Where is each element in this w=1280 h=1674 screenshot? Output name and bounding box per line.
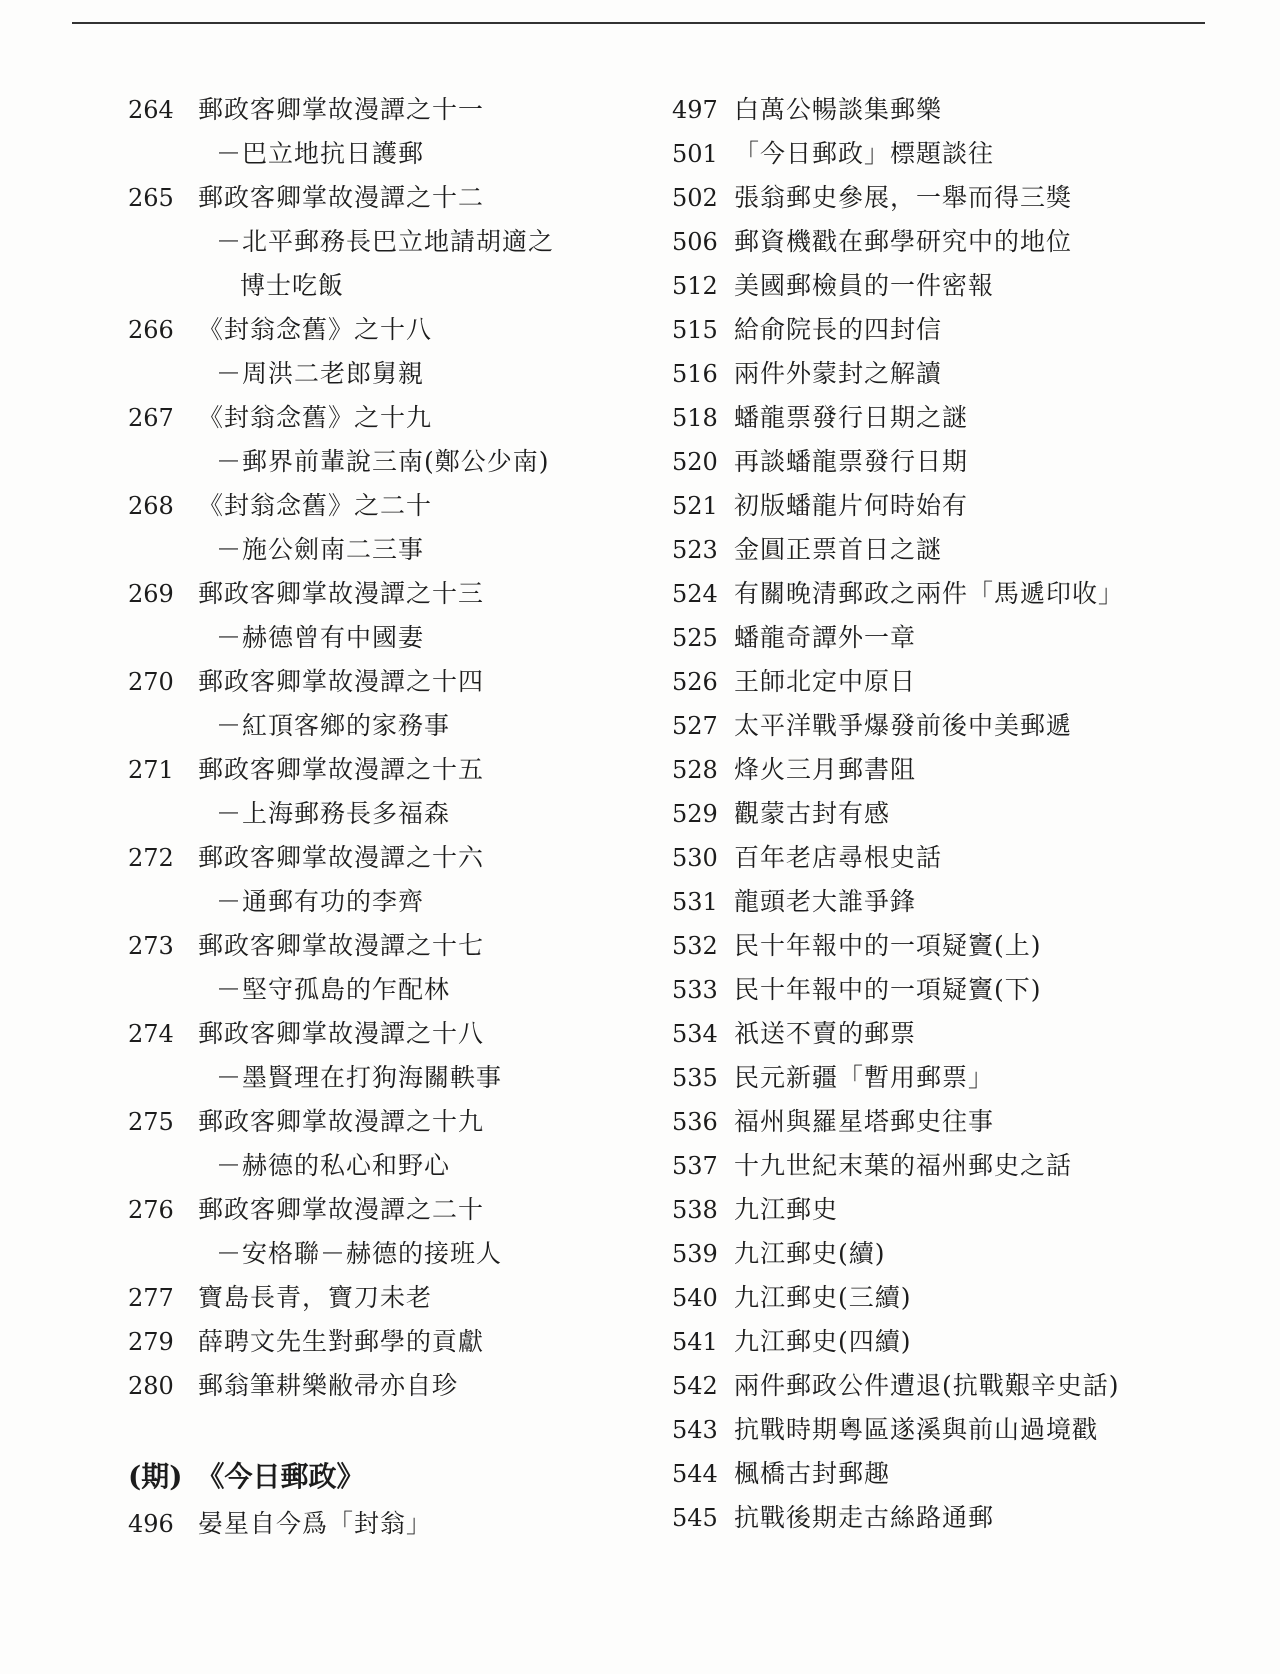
top-rule xyxy=(72,22,1205,24)
toc-entry xyxy=(672,308,1232,352)
entry-title: 寶島長青，寶刀未老 xyxy=(198,1283,433,1312)
issue-number: 536 xyxy=(672,1108,718,1136)
toc-entry xyxy=(672,484,1232,528)
page-number: 274 xyxy=(128,1020,174,1048)
section-title: 《今日郵政》 xyxy=(196,1460,365,1493)
toc-entry xyxy=(672,440,1232,484)
entry-title: 十九世紀末葉的福州郵史之話 xyxy=(734,1151,1073,1180)
toc-entry xyxy=(672,880,1232,924)
entry-title: 百年老店尋根史話 xyxy=(734,843,943,872)
entry-title: 郵政客卿掌故漫譚之十四 xyxy=(198,667,485,696)
toc-entry xyxy=(672,968,1232,1012)
entry-title: 郵政客卿掌故漫譚之十六 xyxy=(198,843,485,872)
toc-entry xyxy=(672,1012,1232,1056)
entry-title: 王師北定中原日 xyxy=(734,667,917,696)
entry-title: 烽火三月郵書阻 xyxy=(734,755,917,784)
entry-title: 九江郵史 xyxy=(734,1195,839,1224)
toc-entry xyxy=(128,1188,628,1232)
issue-number: 518 xyxy=(672,404,718,432)
entry-title: 觀蒙古封有感 xyxy=(734,799,891,828)
toc-entry xyxy=(672,924,1232,968)
toc-entry xyxy=(672,220,1232,264)
entry-title: 張翁郵史參展，一舉而得三獎 xyxy=(734,183,1073,212)
entry-title: 九江郵史(續) xyxy=(734,1239,886,1268)
entry-subtitle: －安格聯－赫德的接班人 xyxy=(216,1239,503,1268)
entry-title: 兩件外蒙封之解讀 xyxy=(734,359,943,388)
issue-number: 515 xyxy=(672,316,718,344)
entry-title: 《封翁念舊》之二十 xyxy=(198,491,433,520)
left-column xyxy=(128,88,628,1546)
entry-title: 郵政客卿掌故漫譚之二十 xyxy=(198,1195,485,1224)
toc-entry xyxy=(128,1320,628,1364)
page-number: 273 xyxy=(128,932,174,960)
issue-number: 529 xyxy=(672,800,718,828)
section-heading xyxy=(128,1452,628,1502)
entry-title: 郵政客卿掌故漫譚之十二 xyxy=(198,183,485,212)
toc-entry xyxy=(128,836,628,880)
entry-subtitle: －上海郵務長多福森 xyxy=(216,799,451,828)
entry-title: 福州與羅星塔郵史往事 xyxy=(734,1107,995,1136)
toc-entry xyxy=(672,1100,1232,1144)
entry-title: 再談蟠龍票發行日期 xyxy=(734,447,969,476)
page-number: 276 xyxy=(128,1196,174,1224)
issue-number: 537 xyxy=(672,1152,718,1180)
toc-entry xyxy=(128,1502,628,1546)
entry-subtitle: －郵界前輩說三南(鄭公少南) xyxy=(216,447,550,476)
issue-number: 540 xyxy=(672,1284,718,1312)
entry-title: 郵翁筆耕樂敝帚亦自珍 xyxy=(198,1371,459,1400)
entry-subtitle: －紅頂客鄉的家務事 xyxy=(216,711,451,740)
toc-entry xyxy=(672,1364,1232,1408)
entry-title: 郵資機戳在郵學研究中的地位 xyxy=(734,227,1073,256)
entry-subtitle: －周洪二老郎舅親 xyxy=(216,359,425,388)
issue-number: 533 xyxy=(672,976,718,1004)
entry-title: 郵政客卿掌故漫譚之十九 xyxy=(198,1107,485,1136)
page-number: 496 xyxy=(128,1510,174,1538)
page-number: 267 xyxy=(128,404,174,432)
toc-entry xyxy=(672,264,1232,308)
entry-subtitle: 博士吃飯 xyxy=(240,271,345,300)
entry-subtitle: －赫德的私心和野心 xyxy=(216,1151,451,1180)
toc-entry xyxy=(128,660,628,704)
toc-entry xyxy=(128,1012,628,1056)
issue-number: 539 xyxy=(672,1240,718,1268)
toc-entry xyxy=(128,88,628,132)
entry-title: 郵政客卿掌故漫譚之十一 xyxy=(198,95,485,124)
toc-entry xyxy=(672,704,1232,748)
issue-number: 524 xyxy=(672,580,718,608)
entry-title: 祇送不賣的郵票 xyxy=(734,1019,917,1048)
page-number: 268 xyxy=(128,492,174,520)
entry-title: 蟠龍奇譚外一章 xyxy=(734,623,917,652)
entry-title: 「今日郵政」標題談往 xyxy=(734,139,995,168)
toc-entry xyxy=(128,748,628,792)
toc-entry xyxy=(672,616,1232,660)
entry-title: 郵政客卿掌故漫譚之十三 xyxy=(198,579,485,608)
issue-number: 521 xyxy=(672,492,718,520)
toc-entry xyxy=(672,1188,1232,1232)
issue-number: 542 xyxy=(672,1372,718,1400)
toc-entry xyxy=(672,1056,1232,1100)
issue-number: 501 xyxy=(672,140,718,168)
issue-number: 534 xyxy=(672,1020,718,1048)
entry-title: 九江郵史(三續) xyxy=(734,1283,912,1312)
issue-number: 528 xyxy=(672,756,718,784)
entry-subtitle: －施公劍南二三事 xyxy=(216,535,425,564)
toc-entry xyxy=(128,484,628,528)
issue-number: 506 xyxy=(672,228,718,256)
toc-entry xyxy=(672,396,1232,440)
issue-number: 531 xyxy=(672,888,718,916)
issue-number: 532 xyxy=(672,932,718,960)
issue-number: 538 xyxy=(672,1196,718,1224)
toc-entry xyxy=(672,528,1232,572)
page-number: 280 xyxy=(128,1372,174,1400)
page-number: 265 xyxy=(128,184,174,212)
issue-number: 544 xyxy=(672,1460,718,1488)
toc-entry xyxy=(128,1364,628,1408)
entry-title: 楓橋古封郵趣 xyxy=(734,1459,891,1488)
section-gap xyxy=(128,1408,628,1452)
entry-title: 民十年報中的一項疑竇(上) xyxy=(734,931,1042,960)
toc-entry xyxy=(128,176,628,220)
entry-title: 龍頭老大誰爭鋒 xyxy=(734,887,917,916)
issue-number: 523 xyxy=(672,536,718,564)
entry-title: 民十年報中的一項疑竇(下) xyxy=(734,975,1042,1004)
entry-title: 薛聘文先生對郵學的貢獻 xyxy=(198,1327,485,1356)
toc-entry xyxy=(672,792,1232,836)
section-label: (期) xyxy=(128,1460,183,1493)
entry-title: 金圓正票首日之謎 xyxy=(734,535,943,564)
toc-entry xyxy=(672,1232,1232,1276)
page-number: 271 xyxy=(128,756,174,784)
entry-subtitle: －通郵有功的李齊 xyxy=(216,887,425,916)
issue-number: 516 xyxy=(672,360,718,388)
toc-entry xyxy=(672,1144,1232,1188)
entry-title: 《封翁念舊》之十八 xyxy=(198,315,433,344)
page-number: 269 xyxy=(128,580,174,608)
page-number: 264 xyxy=(128,96,174,124)
toc-entry xyxy=(128,1100,628,1144)
entry-title: 初版蟠龍片何時始有 xyxy=(734,491,969,520)
issue-number: 512 xyxy=(672,272,718,300)
toc-entry xyxy=(672,572,1232,616)
entry-subtitle: －巴立地抗日護郵 xyxy=(216,139,425,168)
issue-number: 541 xyxy=(672,1328,718,1356)
entry-title: 民元新疆「暫用郵票」 xyxy=(734,1063,995,1092)
entry-title: 《封翁念舊》之十九 xyxy=(198,403,433,432)
toc-entry xyxy=(672,1408,1232,1452)
issue-number: 545 xyxy=(672,1504,718,1532)
page-number: 275 xyxy=(128,1108,174,1136)
toc-entry xyxy=(128,396,628,440)
entry-title: 太平洋戰爭爆發前後中美郵遞 xyxy=(734,711,1073,740)
toc-entry xyxy=(672,1496,1232,1540)
page-number: 272 xyxy=(128,844,174,872)
toc-entry xyxy=(128,924,628,968)
entry-title: 郵政客卿掌故漫譚之十五 xyxy=(198,755,485,784)
entry-title: 給俞院長的四封信 xyxy=(734,315,943,344)
entry-subtitle: －墨賢理在打狗海關軼事 xyxy=(216,1063,503,1092)
entry-title: 白萬公暢談集郵樂 xyxy=(734,95,943,124)
toc-entry xyxy=(672,132,1232,176)
entry-title: 抗戰後期走古絲路通郵 xyxy=(734,1503,995,1532)
entry-title: 郵政客卿掌故漫譚之十七 xyxy=(198,931,485,960)
issue-number: 530 xyxy=(672,844,718,872)
entry-title: 抗戰時期粵區遂溪與前山過境戳 xyxy=(734,1415,1099,1444)
toc-entry xyxy=(672,352,1232,396)
page-number: 266 xyxy=(128,316,174,344)
toc-entry xyxy=(672,836,1232,880)
page-number: 277 xyxy=(128,1284,174,1312)
issue-number: 543 xyxy=(672,1416,718,1444)
issue-number: 502 xyxy=(672,184,718,212)
toc-entry xyxy=(672,1452,1232,1496)
issue-number: 535 xyxy=(672,1064,718,1092)
entry-title: 美國郵檢員的一件密報 xyxy=(734,271,995,300)
entry-title: 晏星自今爲「封翁」 xyxy=(198,1509,433,1538)
toc-entry xyxy=(672,176,1232,220)
entry-subtitle: －北平郵務長巴立地請胡適之 xyxy=(216,227,555,256)
issue-number: 527 xyxy=(672,712,718,740)
entry-title: 九江郵史(四續) xyxy=(734,1327,912,1356)
entry-title: 郵政客卿掌故漫譚之十八 xyxy=(198,1019,485,1048)
toc-entry xyxy=(128,1276,628,1320)
issue-number: 497 xyxy=(672,96,718,124)
issue-number: 526 xyxy=(672,668,718,696)
entry-subtitle: －堅守孤島的乍配林 xyxy=(216,975,451,1004)
entry-title: 蟠龍票發行日期之謎 xyxy=(734,403,969,432)
issue-number: 525 xyxy=(672,624,718,652)
toc-entry xyxy=(672,88,1232,132)
issue-number: 520 xyxy=(672,448,718,476)
entry-title: 有關晚清郵政之兩件「馬遞印收」 xyxy=(734,579,1125,608)
page-number: 270 xyxy=(128,668,174,696)
toc-entry xyxy=(672,660,1232,704)
toc-entry xyxy=(128,572,628,616)
toc-entry xyxy=(672,748,1232,792)
toc-entry xyxy=(128,308,628,352)
toc-entry xyxy=(672,1320,1232,1364)
entry-title: 兩件郵政公件遭退(抗戰艱辛史話) xyxy=(734,1371,1120,1400)
right-column xyxy=(672,88,1232,1540)
page-number: 279 xyxy=(128,1328,174,1356)
entry-subtitle: －赫德曾有中國妻 xyxy=(216,623,425,652)
toc-entry xyxy=(672,1276,1232,1320)
